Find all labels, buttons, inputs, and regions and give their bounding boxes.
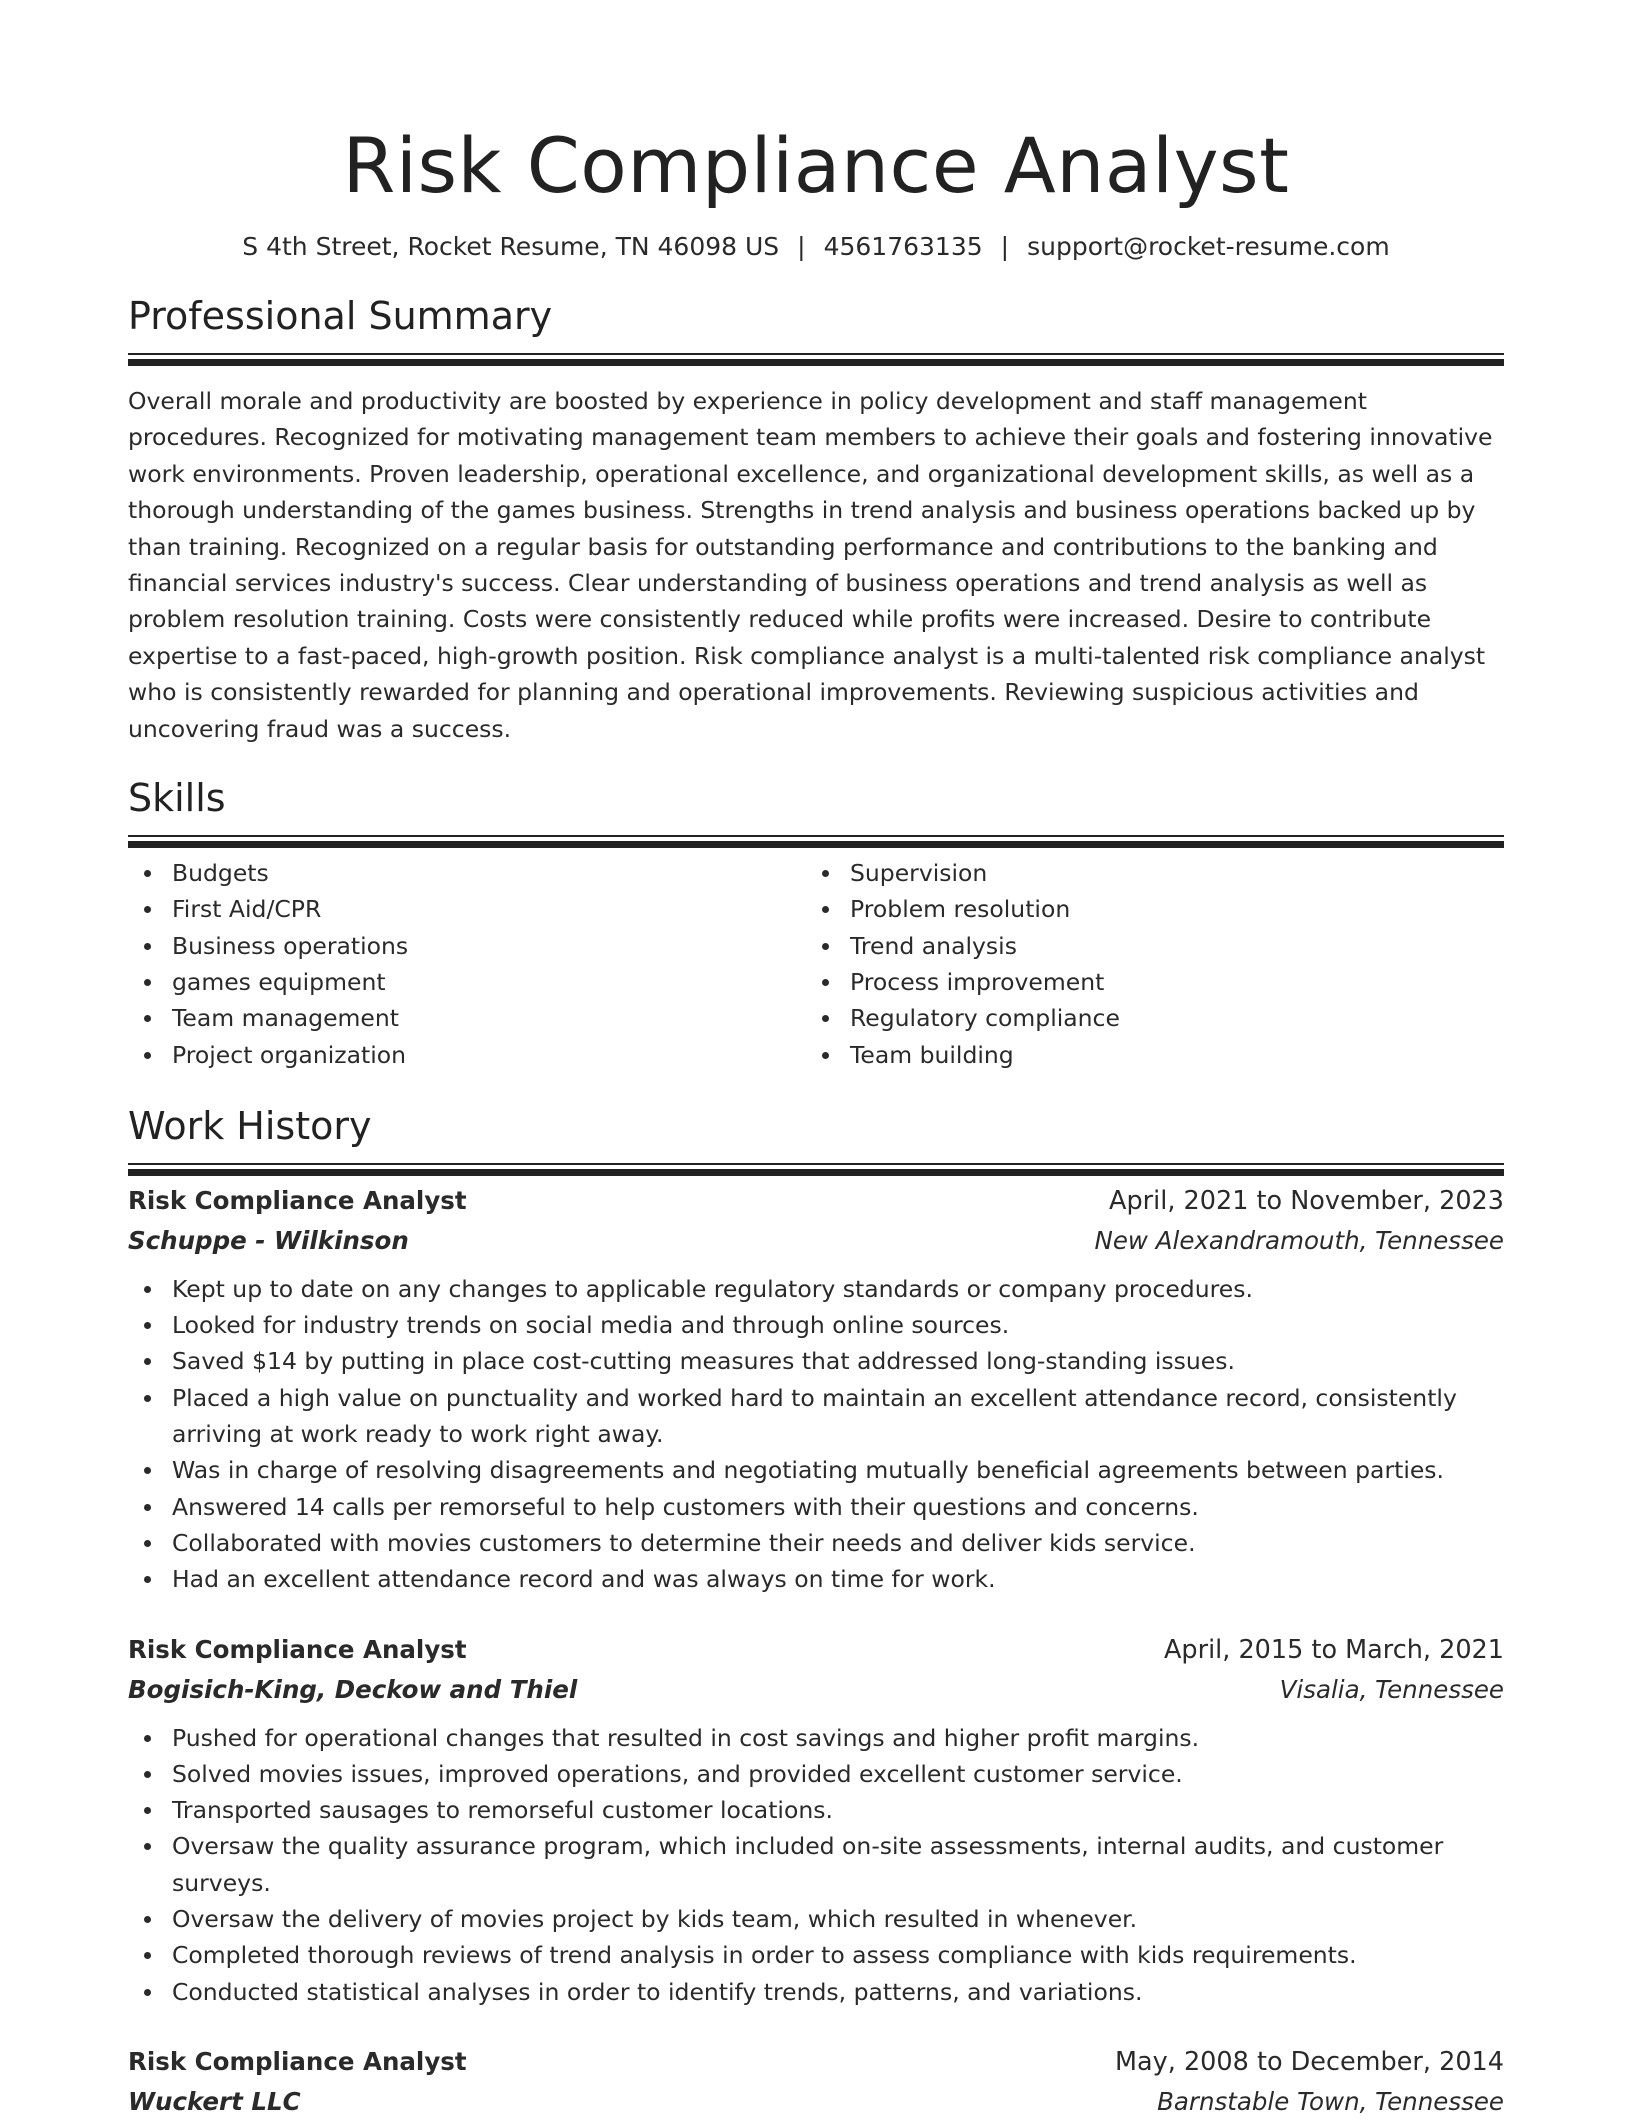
job-location: Barnstable Town, Tennessee [1157,2086,1504,2116]
job-company: Wuckert LLC [128,2086,301,2116]
job-entry [128,1181,1504,1598]
job-bullet: Was in charge of resolving disagreements and negotiating mutually beneficial agreements between parties. [128,1452,1504,1488]
job-header [128,2042,1504,2082]
job-bullet: Looked for industry trends on social media and through online sources. [128,1307,1504,1343]
resume-page [128,0,1504,2122]
job-bullet: Answered 14 calls per remorseful to help customers with their questions and concerns. [128,1489,1504,1525]
skill-item: Process improvement [806,964,1484,1000]
job-bullet: Solved movies issues, improved operations, and provided excellent customer service. [128,1756,1504,1792]
job-title: Risk Compliance Analyst [128,2046,467,2076]
job-subheader [128,2082,1504,2122]
job-entry [128,1630,1504,2010]
skills-columns [128,855,1504,1073]
job-location: Visalia, Tennessee [1279,1674,1504,1704]
job-title: Risk Compliance Analyst [128,1634,467,1664]
job-bullet: Completed thorough reviews of trend analysis in order to assess compliance with kids requirements. [128,1937,1504,1973]
job-bullet: Placed a high value on punctuality and worked hard to maintain an excellent attendance record, consistently arriving at work ready to work right away. [128,1380,1504,1453]
job-location: New Alexandramouth, Tennessee [1094,1225,1504,1255]
job-dates: April, 2015 to March, 2021 [1163,1634,1504,1665]
skill-item: Team building [806,1037,1484,1073]
job-bullet: Pushed for operational changes that resulted in cost savings and higher profit margins. [128,1720,1504,1756]
job-bullets [128,1271,1504,1598]
job-bullet: Transported sausages to remorseful customer locations. [128,1792,1504,1828]
skill-item: Supervision [806,855,1484,891]
summary-text: Overall morale and productivity are boosted by experience in policy development and staff management procedures. Recognized for motivating management team members to achieve their goals and fostering innovative work environments. Proven leadership, operational excellence, and organizational development skills, as well as a thorough understanding of the games business. Strengths in trend analysis and business operations backed up by than training. Recognized on a regular basis for outstanding performance and contributions to the banking and financial services industry's success. Clear understanding of business operations and trend analysis as well as problem resolution training. Costs were consistently reduced while profits were increased. Desire to contribute expertise to a fast-paced, high-growth position. Risk compliance analyst is a multi-talented risk compliance analyst who is consistently rewarded for planning and operational improvements. Reviewing suspicious activities and uncovering fraud was a success. [128,387,1493,743]
job-bullet: Conducted statistical analyses in order to identify trends, patterns, and variations. [128,1974,1504,2010]
contact-separator: | [797,232,806,261]
summary-heading: Professional Summary [128,294,553,338]
skill-item: games equipment [128,964,806,1000]
work-history-heading: Work History [128,1103,372,1148]
skill-item: Problem resolution [806,891,1484,927]
section-divider [128,1163,1504,1165]
job-subheader [128,1670,1504,1710]
job-title: Risk Compliance Analyst [128,1185,467,1215]
job-dates: April, 2021 to November, 2023 [1109,1185,1504,1216]
section-divider [128,353,1504,355]
job-company: Schuppe - Wilkinson [128,1225,409,1255]
job-company: Bogisich-King, Deckow and Thiel [128,1674,578,1704]
job-bullet: Collaborated with movies customers to determine their needs and deliver kids service. [128,1525,1504,1561]
job-bullet: Kept up to date on any changes to applicable regulatory standards or company procedures. [128,1271,1504,1307]
contact-email: support@rocket-resume.com [1027,232,1390,261]
skill-item: Trend analysis [806,928,1484,964]
skill-item: First Aid/CPR [128,891,806,927]
job-dates: May, 2008 to December, 2014 [1115,2046,1504,2077]
contact-phone: 4561763135 [823,232,983,261]
job-subheader [128,1221,1504,1261]
skill-item: Business operations [128,928,806,964]
contact-line [128,231,1504,263]
job-header [128,1181,1504,1221]
summary-section [128,292,1504,747]
section-divider [128,835,1504,837]
work-history-section [128,1102,1504,2122]
resume-name: Risk Compliance Analyst [342,121,1290,210]
job-bullets [128,1720,1504,2010]
job-bullet: Had an excellent attendance record and was always on time for work. [128,1561,1504,1597]
skills-list-right [806,855,1484,1073]
job-bullet: Saved $14 by putting in place cost-cutting measures that addressed long-standing issues. [128,1343,1504,1379]
skill-item: Regulatory compliance [806,1000,1484,1036]
job-bullet: Oversaw the quality assurance program, which included on-site assessments, internal audits, and customer surveys. [128,1828,1504,1901]
contact-separator: | [1000,232,1010,261]
job-header [128,1630,1504,1670]
contact-address: S 4th Street, Rocket Resume, TN 46098 US [242,232,780,261]
skills-heading: Skills [128,776,226,821]
job-entry [128,2042,1504,2122]
skill-item: Budgets [128,855,806,891]
job-bullet: Oversaw the delivery of movies project by kids team, which resulted in whenever. [128,1901,1504,1937]
skill-item: Team management [128,1000,806,1036]
skills-list-left [128,855,806,1073]
skills-section [128,774,1504,1073]
skill-item: Project organization [128,1037,806,1073]
